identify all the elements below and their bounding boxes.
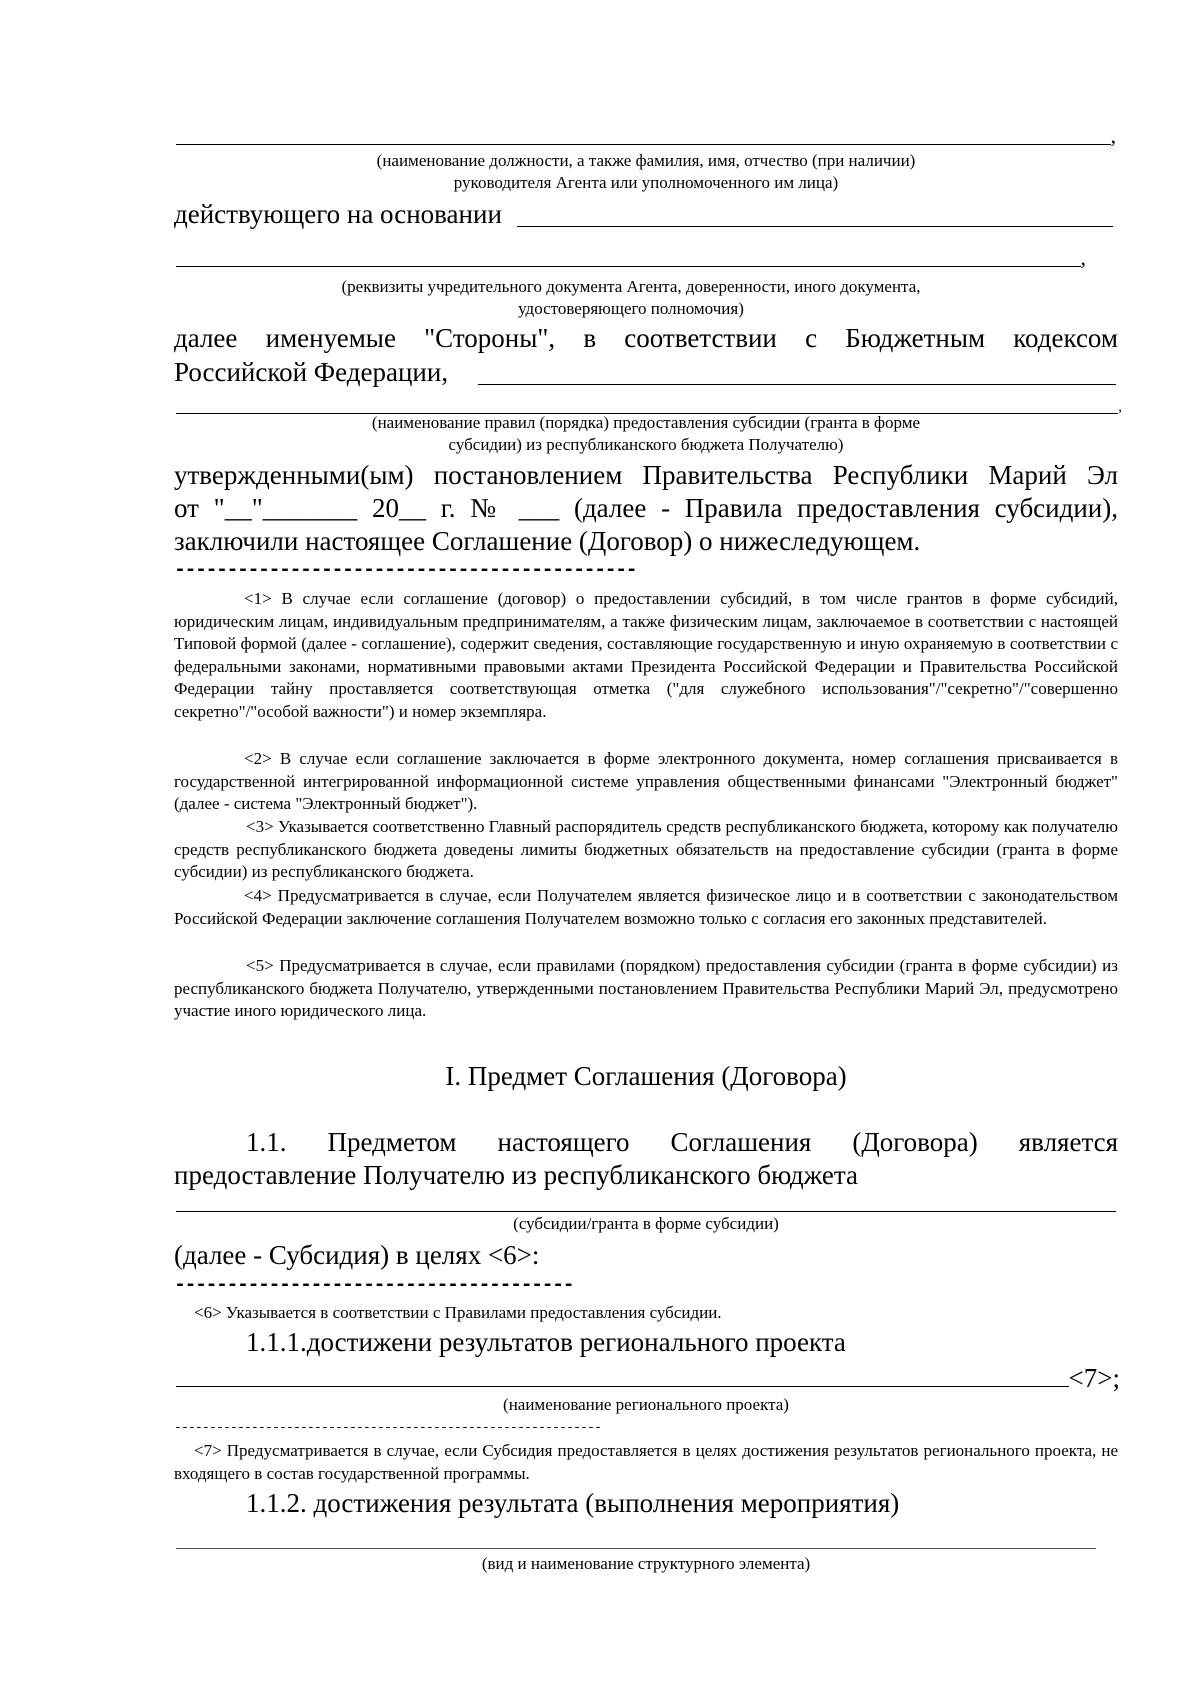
approved-line-2: от "__"_______ 20__ г. № ___ (далее - Правила предоставления субсидии), bbox=[174, 493, 1118, 523]
clause-1-1-line-2: предоставление Получателю из республиканского бюджета bbox=[174, 1160, 859, 1190]
footnote-separator: ------------------------------------------------------------- bbox=[174, 1420, 602, 1435]
footnote-6: <6> Указывается в соответствии с Правилами предоставления субсидии. bbox=[194, 1303, 722, 1322]
subsidy-purpose: (далее - Субсидия) в целях <6>: bbox=[174, 1240, 540, 1270]
parties-line-2: Российской Федерации, bbox=[174, 357, 449, 387]
caption-authority: удостоверяющего полномочия) bbox=[518, 299, 744, 318]
footnote-separator: -------------------------------------------- bbox=[174, 559, 637, 582]
footnote-7: <7> Предусматривается в случае, если Субсидия предоставляется в целях достижения результатов регионального проекта, не входящего в состав государственной программы. bbox=[174, 1441, 1118, 1483]
footnote-5: <5> Предусматривается в случае, если правилами (порядком) предоставления субсидии (гранта в форме субсидии) из республиканского бюджета Получателю, утвержденными постановлением Правительства Республики Марий Эл, предусмотрено участие иного юридического лица. bbox=[174, 956, 1118, 1020]
approved-line-1: утвержденными(ым) постановлением Правительства Республики Марий Эл bbox=[174, 460, 1118, 490]
clause-1-1-1: 1.1.1.достижени результатов регионального проекта bbox=[246, 1327, 846, 1357]
acting-basis-label: действующего на основании bbox=[174, 199, 502, 229]
caption-position-name: (наименование должности, а также фамилия, имя, отчество (при наличии) bbox=[376, 151, 916, 170]
clause-1-1-2: 1.1.2. достижения результата (выполнения мероприятия) bbox=[246, 1488, 900, 1518]
caption-head-of-agent: руководителя Агента или уполномоченного им лица) bbox=[453, 173, 839, 192]
footnote-separator: -------------------------------------- bbox=[174, 1274, 574, 1297]
representative-name-line bbox=[176, 124, 1116, 152]
clause-1-1-line-1: 1.1. Предметом настоящего Соглашения (Договора) является bbox=[246, 1127, 1118, 1157]
footnote-4: <4> Предусматривается в случае, если Получателем является физическое лицо и в соответствии с законодательством Российской Федерации заключение соглашения Получателем возможно только с согласия его законных представителей. bbox=[174, 886, 1118, 928]
rules-name-line-1 bbox=[478, 384, 1116, 385]
structural-element-line bbox=[176, 1548, 1096, 1549]
footnote-2: <2> В случае если соглашение заключается в форме электронного документа, номер соглашения присваивается в государственной интегрированной информационной системе управления общественными финансами "Электронный бюджет" (далее - система "Электронный бюджет"). bbox=[174, 749, 1118, 813]
line-end-comma: , bbox=[1118, 399, 1122, 415]
approved-line-3: заключили настоящее Соглашение (Договор) о нижеследующем. bbox=[174, 526, 921, 556]
footnote-3: <3> Указывается соответственно Главный распорядитель средств республиканского бюджета, которому как получателю средств республиканского бюджета доведены лимиты бюджетных обязательств на предоставление субсидии (гранта в форме субсидии) из республиканского бюджета. bbox=[174, 817, 1118, 881]
acting-basis-line bbox=[517, 226, 1113, 227]
subsidy-type-line bbox=[176, 1211, 1116, 1212]
caption-rules-name: (наименование правил (порядка) предоставления субсидии (гранта в форме bbox=[371, 413, 921, 432]
line-end-comma: , bbox=[1080, 245, 1086, 270]
section-1-heading: I. Предмет Соглашения (Договора) bbox=[445, 1061, 847, 1091]
caption-regional-project: (наименование регионального проекта) bbox=[503, 1395, 789, 1414]
document-details-line bbox=[176, 246, 1086, 274]
caption-structural-element: (вид и наименование структурного элемента) bbox=[481, 1554, 811, 1573]
footnote-1: <1> В случае если соглашение (договор) о предоставлении субсидий, в том числе грантов в форме субсидий, юридическим лицам, индивидуальным предпринимателям, а также физическим лицам, заключаемое в соответствии с настоящей Типовой формой (далее - соглашение), содержит сведения, составляющие государственную и иную охраняемую в соответствии с федеральными законами, нормативными правовыми актами Президента Российской Федерации и Правительства Российской Федерации тайну проставляется соответствующая отметка ("для служебного использования"/"секретно"/"совершенно секретно"/"особой важности") и номер экземпляра. bbox=[174, 589, 1118, 721]
caption-subsidy-type: (субсидии/гранта в форме субсидии) bbox=[513, 1214, 779, 1233]
caption-document-details: (реквизиты учредительного документа Агента, доверенности, иного документа, bbox=[341, 277, 921, 296]
line-end-comma: , bbox=[1110, 123, 1116, 148]
regional-project-line bbox=[176, 1360, 1120, 1394]
footnote-ref-7: <7>; bbox=[1068, 1363, 1120, 1393]
parties-line-1: далее именуемые "Стороны", в соответствии с Бюджетным кодексом bbox=[174, 323, 1118, 353]
caption-rules-budget: субсидии) из республиканского бюджета Получателю) bbox=[448, 435, 844, 454]
